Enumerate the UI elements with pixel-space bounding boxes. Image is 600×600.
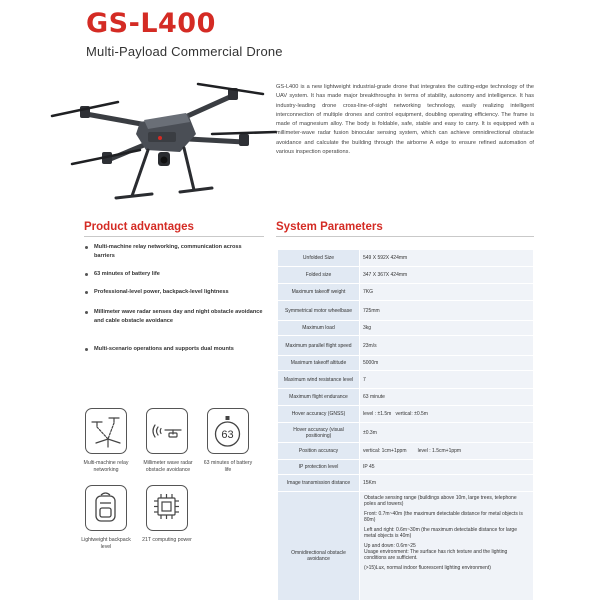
- advantages-divider: [84, 236, 264, 237]
- advantage-item: Multi-scenario operations and supports dual mounts: [84, 345, 264, 354]
- param-key: Image transmission distance: [278, 475, 360, 492]
- table-row: [278, 460, 534, 475]
- parameters-table: [277, 249, 534, 600]
- param-value: 3kg: [360, 321, 534, 336]
- param-key: Folded size: [278, 267, 360, 284]
- param-key: Maximum flight endurance: [278, 389, 360, 406]
- product-title: GS-L400: [86, 8, 216, 39]
- advantage-item: Millimeter wave radar senses day and night obstacle avoidance and cable obstacle avoidance: [84, 308, 264, 345]
- product-subtitle: Multi-Payload Commercial Drone: [86, 44, 283, 59]
- table-row: [278, 250, 534, 267]
- param-key: Omnidirectional obstacle avoidance: [278, 492, 360, 600]
- feature-label-backpack: Lightweight backpack level: [81, 537, 131, 550]
- feature-label-chip: 21T computing power: [142, 537, 192, 543]
- relay-drones-icon: [85, 408, 127, 454]
- param-key: Maximum load: [278, 321, 360, 336]
- table-row: [278, 475, 534, 492]
- param-value: 549 X 592X 424mm: [360, 250, 534, 267]
- param-value-obstacle: [360, 492, 534, 600]
- backpack-icon: [85, 485, 127, 531]
- chip-icon: [146, 485, 188, 531]
- table-row: [278, 389, 534, 406]
- battery-63-icon: [207, 408, 249, 454]
- table-row: [278, 301, 534, 321]
- param-value: IP 45: [360, 460, 534, 475]
- param-key: Position accuracy: [278, 443, 360, 460]
- param-key: Unfolded Size: [278, 250, 360, 267]
- radar-drone-icon: [146, 408, 188, 454]
- advantage-item: Professional-level power, backpack-level lightness: [84, 288, 264, 308]
- param-value: 5000m: [360, 356, 534, 371]
- table-row: [278, 284, 534, 301]
- obstacle-line: Front: 0.7m~40m (the maximum detectable distance for metal objects is 80m): [364, 511, 523, 523]
- param-value: ±0.3m: [360, 423, 534, 443]
- param-value: 23m/s: [360, 336, 534, 356]
- feature-label-radar: Millimeter wave radar obstacle avoidance: [143, 460, 193, 473]
- feature-label-battery: 63 minutes of battery life: [203, 460, 253, 473]
- param-value: 15Km: [360, 475, 534, 492]
- param-key: Maximum takeoff altitude: [278, 356, 360, 371]
- param-key: Hover accuracy (visual positioning): [278, 423, 360, 443]
- advantages-list: [84, 243, 264, 354]
- intro-paragraph: GS-L400 is a new lightweight industrial-grade drone that integrates the cutting-edge technology of the UAV system. It has made major breakthroughs in terms of stability, autonomy and intelligence. It has industry-leading drone cross-line-of-sight networking technology, easily realizing intelligent interconnection of multiple drones and control equipment, doubling operating efficiency. The frame is made of magnesium alloy. The body is foldable, safe, stable and easy to carry. It is equipped with a millimeter-wave radar fusion binocular sensing system, which can achieve omnidirectional obstacle avoidance and calculate the building through the airborne A edge to ensure refined automation of various inspection operations.: [276, 84, 534, 156]
- param-value: 347 X 367X 424mm: [360, 267, 534, 284]
- table-row: [278, 356, 534, 371]
- param-value: 63 minute: [360, 389, 534, 406]
- drone-image: [48, 72, 278, 212]
- table-row: [278, 336, 534, 356]
- obstacle-line: (>15)Lux, normal indoor fluorescent lighting environment): [364, 565, 491, 571]
- feature-label-relay: Multi-machine relay networking: [83, 460, 129, 473]
- param-value: 7KG: [360, 284, 534, 301]
- param-value: 7: [360, 371, 534, 389]
- table-row: [278, 406, 534, 423]
- parameters-divider: [276, 236, 534, 237]
- obstacle-line: Up and down: 0.6m~25 Usage environment: The surface has rich texture and the lighting conditions are sufficient.: [364, 543, 508, 561]
- advantage-item: Multi-machine relay networking, communication across barriers: [84, 243, 264, 270]
- param-key: Maximum wind resistance level: [278, 371, 360, 389]
- param-value: 725mm: [360, 301, 534, 321]
- advantage-item: 63 minutes of battery life: [84, 270, 264, 288]
- param-value: vertical: 1cm+1ppm level : 1.5cm+1ppm: [360, 443, 534, 460]
- param-key: Hover accuracy (GNSS): [278, 406, 360, 423]
- table-row: [278, 371, 534, 389]
- parameters-heading: System Parameters: [276, 221, 383, 233]
- table-row: [278, 321, 534, 336]
- param-value: level : ±1.5m vertical: ±0.5m: [360, 406, 534, 423]
- param-key: Maximum parallel flight speed: [278, 336, 360, 356]
- table-row: [278, 423, 534, 443]
- param-key: IP protection level: [278, 460, 360, 475]
- param-key: Maximum takeoff weight: [278, 284, 360, 301]
- battery-badge-text: 63: [221, 429, 234, 441]
- param-key: Symmetrical motor wheelbase: [278, 301, 360, 321]
- obstacle-line: Left and right: 0.6m~30m (the maximum detectable distance for large metal objects is 40m): [364, 527, 517, 539]
- table-row: [278, 492, 534, 600]
- advantages-heading: Product advantages: [84, 221, 194, 233]
- table-row: [278, 443, 534, 460]
- table-row: [278, 267, 534, 284]
- obstacle-line: Obstacle sensing range (buildings above 10m, large trees, telephone poles and towers): [364, 495, 517, 507]
